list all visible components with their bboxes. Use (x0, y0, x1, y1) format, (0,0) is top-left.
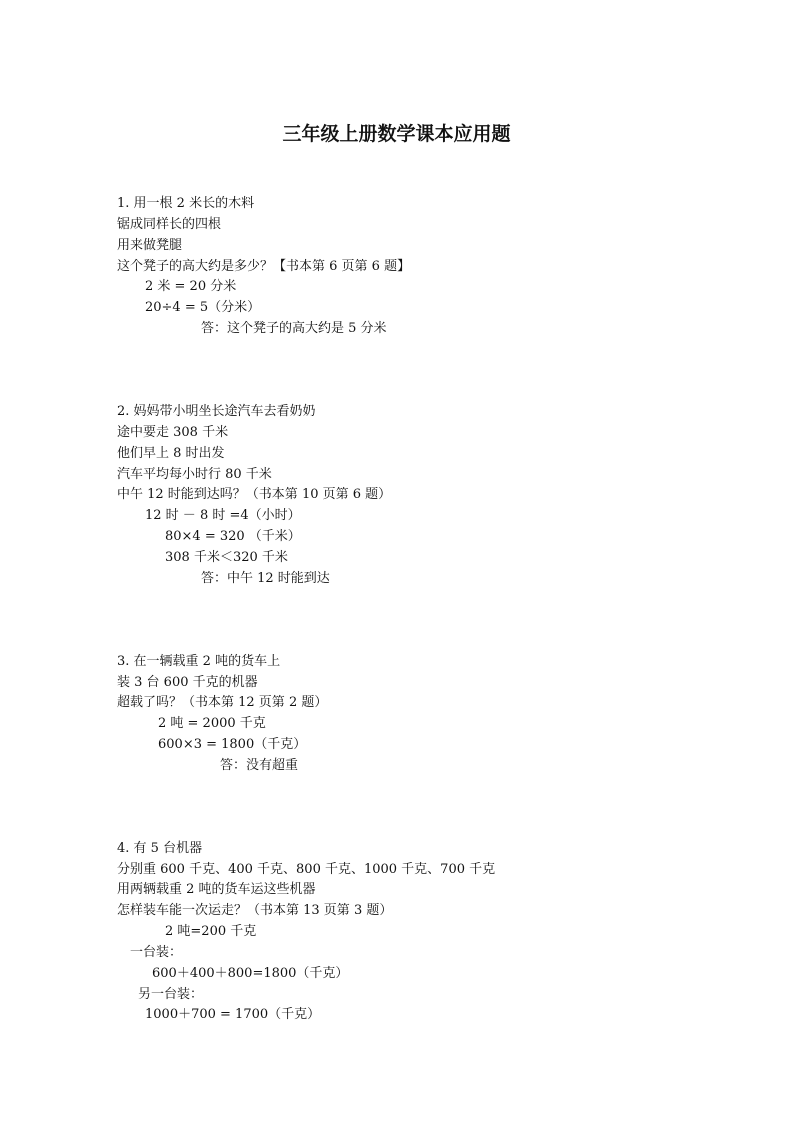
problem-3-answer: 答：没有超重 (220, 758, 299, 773)
problem-2-answer: 答：中午 12 时能到达 (201, 571, 330, 586)
problem-4-solution-5: 1000＋700 = 1700（千克） (145, 1007, 321, 1022)
problem-1-line-1: 1. 用一根 2 米长的木料 (117, 196, 255, 211)
problem-2-line-2: 途中要走 308 千米 (117, 425, 229, 440)
problem-3-solution-2: 600×3 = 1800（千克） (158, 737, 307, 752)
problem-2-line-1: 2. 妈妈带小明坐长途汽车去看奶奶 (117, 404, 316, 419)
problem-1-answer: 答：这个凳子的高大约是 5 分米 (201, 321, 387, 336)
problem-1-line-4: 这个凳子的高大约是多少？【书本第 6 页第 6 题】 (117, 259, 411, 274)
problem-4-line-1: 4. 有 5 台机器 (117, 841, 203, 856)
problem-4-solution-3: 600＋400＋800=1800（千克） (152, 966, 349, 981)
problem-2-line-3: 他们早上 8 时出发 (117, 446, 225, 461)
problem-2-line-4: 汽车平均每小时行 80 千米 (117, 467, 272, 482)
problem-3-line-2: 装 3 台 600 千克的机器 (117, 675, 258, 690)
page-title: 三年级上册数学课本应用题 (282, 123, 511, 145)
problem-1-line-2: 锯成同样长的四根 (117, 217, 222, 232)
problem-3-solution-1: 2 吨 = 2000 千克 (158, 716, 266, 731)
problem-2-solution-3: 308 千米＜320 千米 (165, 550, 288, 565)
problem-1-solution-2: 20÷4 = 5（分米） (145, 300, 261, 315)
problem-3-line-1: 3. 在一辆载重 2 吨的货车上 (117, 654, 281, 669)
problem-2-solution-2: 80×4 = 320 （千米） (165, 529, 301, 544)
problem-2-solution-1: 12 时 － 8 时 =4（小时） (145, 508, 301, 523)
problem-4-line-4: 怎样装车能一次运走？（书本第 13 页第 3 题） (117, 903, 393, 918)
problem-3-line-3: 超载了吗？（书本第 12 页第 2 题） (117, 695, 328, 710)
problem-4-solution-1: 2 吨=200 千克 (165, 924, 257, 939)
problem-1-line-3: 用来做凳腿 (117, 238, 183, 253)
problem-2-line-5: 中午 12 时能到达吗？（书本第 10 页第 6 题） (117, 487, 392, 502)
problem-4-solution-2: 一台装： (130, 945, 183, 960)
problem-4-line-2: 分别重 600 千克、400 千克、800 千克、1000 千克、700 千克 (117, 862, 496, 877)
problem-4-line-3: 用两辆载重 2 吨的货车运这些机器 (117, 882, 316, 897)
problem-4-solution-4: 另一台装： (138, 987, 204, 1002)
problem-1-solution-1: 2 米 = 20 分米 (145, 279, 237, 294)
